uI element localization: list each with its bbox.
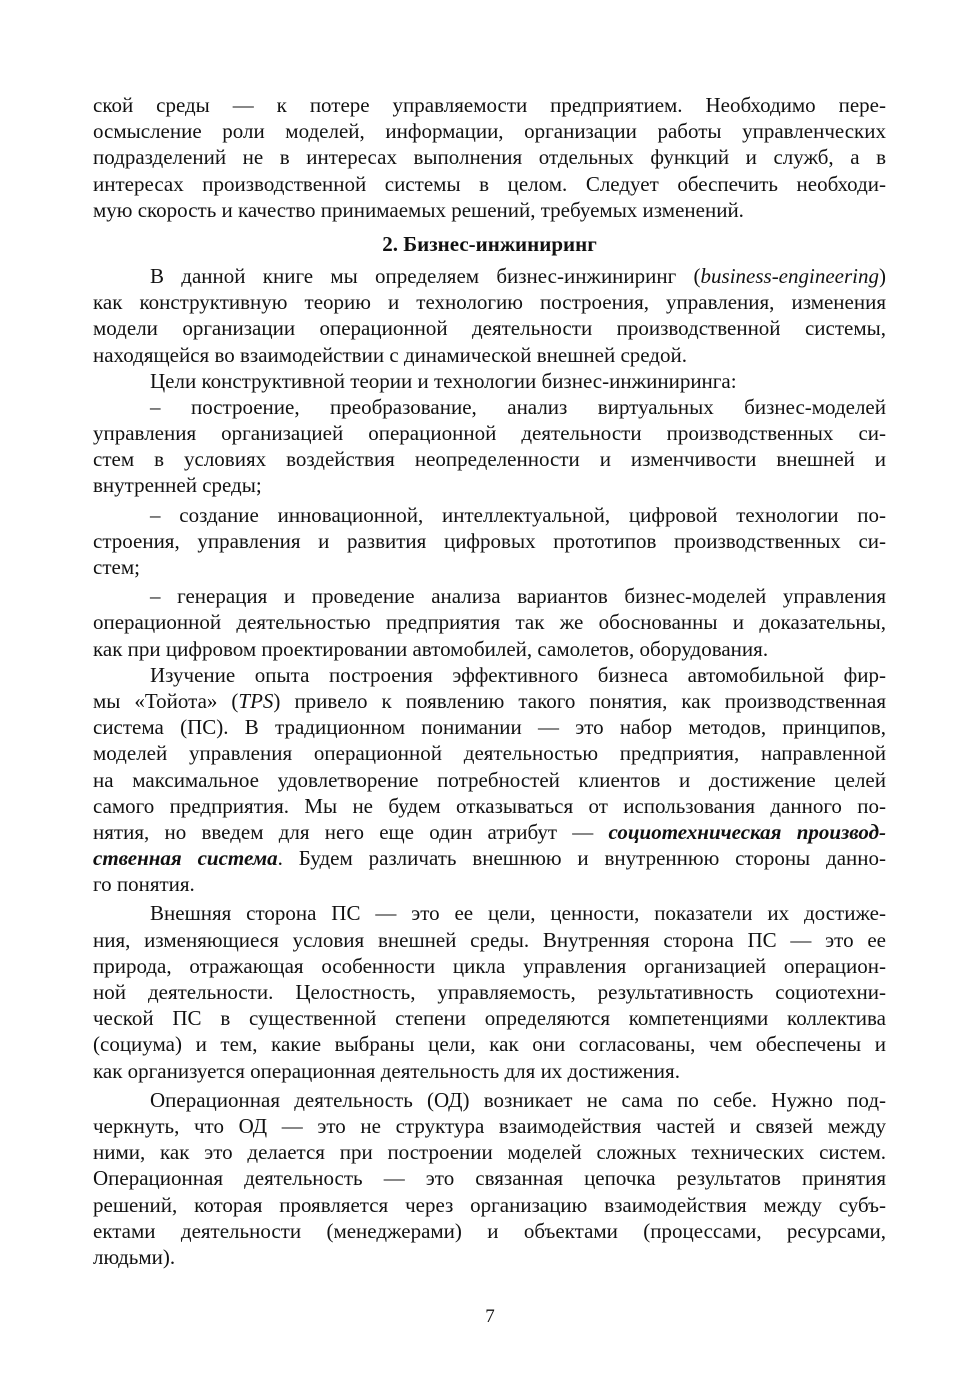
text-span: В данной книге мы определяем бизнес-инжиниринг ( [150,263,701,288]
text-line: черкнуть, что ОД — это не структура взаимодействия частей и связей между [93,1113,886,1138]
goals-intro: Цели конструктивной теории и технологии бизнес-инжиниринга: [150,368,737,393]
text-line: находящейся во взаимодействии с динамической внешней средой. [93,342,687,367]
text-line: мую скорость и качество принимаемых решений, требуемых изменений. [93,197,744,222]
text-line: ской среды — к потере управляемости предприятием. Необходимо пере- [93,93,886,117]
paragraph-definition [93,263,886,368]
text-span: ) привело к появлению такого понятия, как производственная [273,688,886,713]
text-line: го понятия. [93,872,195,897]
text-line: решений, которая проявляется через организацию взаимодействия между субъ- [93,1192,886,1217]
text-line: ной деятельности. Целостность, управляемость, результативность социотехни- [93,980,886,1004]
text-span: . Будем различать внешнюю и внутреннюю стороны данно- [277,846,886,871]
text-line: природа, отражающая особенности цикла управления организацией операцион- [93,953,886,978]
text-line: Внешняя сторона ПС — это ее цели, ценности, показатели их достиже- [150,901,886,926]
text-line [93,263,886,289]
text-line: модели организации операционной деятельности производственной системы, [93,316,886,341]
text-line: Операционная деятельность (ОД) возникает не сама по себе. Нужно под- [150,1087,886,1112]
text-line [93,819,886,845]
text-line: на максимальное удовлетворение потребностей клиентов и достижение целей [93,767,886,792]
paragraph-continuation [93,92,886,223]
text-line: интересах производственной системы в целом. Следует обеспечить необходи- [93,171,886,196]
text-line: операционной деятельностью предприятия так же обоснованны и доказательны, [93,610,886,635]
text-line: ними, как это делается при построении моделей сложных технических систем. [93,1140,886,1165]
paragraph-ps-sides [93,900,886,1083]
text-line: внутренней среды; [93,473,262,498]
text-line: осмысление роли моделей, информации, организации работы управленческих [93,119,886,144]
italic-term: TPS [238,688,274,713]
text-line: как конструктивную теорию и технологию построения, управления, изменения [93,290,886,315]
text-span: ) [879,263,886,288]
text-line: ческой ПС в существенной степени определяются компетенциями коллектива [93,1006,886,1031]
page-number: 7 [485,1306,495,1327]
text-line: как при цифровом проектировании автомобилей, самолетов, оборудования. [93,636,769,661]
text-line: – создание инновационной, интеллектуальной, цифровой технологии по- [150,502,886,527]
text-line: моделей управления операционной деятельностью предприятия, направленной [93,741,886,766]
text-line: управления организацией операционной деятельности производственных си- [93,421,886,446]
text-line: ектами деятельности (менеджерами) и объектами (процессами, ресурсами, [93,1218,886,1243]
text-line: (социума) и тем, какие выбраны цели, как они согласованы, чем обеспечены и [93,1032,886,1057]
page-body [93,92,886,1270]
italic-term: business-engineering [700,263,879,288]
text-line: строения, управления и развития цифровых прототипов производственных си- [93,528,886,553]
emphasis-term: ственная система [93,846,278,871]
paragraph-toyota [93,662,886,898]
list-item [93,394,886,499]
text-line: самого предприятия. Мы не будем отказываться от использования данного по- [93,793,886,818]
text-span: нятия, но введем для него еще один атрибут — [93,819,609,844]
list-item [93,502,886,581]
text-line: подразделений не в интересах выполнения отдельных функций и служб, а в [93,145,886,170]
text-line: Изучение опыта построения эффективного бизнеса автомобильной фир- [150,662,886,687]
paragraph-operational-activity [93,1087,886,1270]
emphasis-term: социотехническая производ- [608,819,887,844]
text-line: стем в условиях воздействия неопределенности и изменчивости внешней и [93,447,886,472]
text-line: ния, изменяющиеся условия внешней среды. Внутренняя сторона ПС — это ее [93,927,886,952]
text-line: стем; [93,555,140,579]
text-line [93,845,886,871]
list-item [93,583,886,662]
text-line [93,688,886,714]
text-line: людьми). [93,1244,176,1269]
text-line: как организуется операционная деятельность для их достижения. [93,1058,680,1083]
text-line: Операционная деятельность — это связанная цепочка результатов принятия [93,1166,886,1191]
text-line: – построение, преобразование, анализ виртуальных бизнес-моделей [150,394,886,419]
text-span: мы «Тойота» ( [93,688,239,713]
section-heading: 2. Бизнес-инжиниринг [382,231,597,256]
text-line: система (ПС). В традиционном понимании — это набор методов, принципов, [93,715,886,740]
text-line: – генерация и проведение анализа вариантов бизнес-моделей управления [150,584,886,609]
